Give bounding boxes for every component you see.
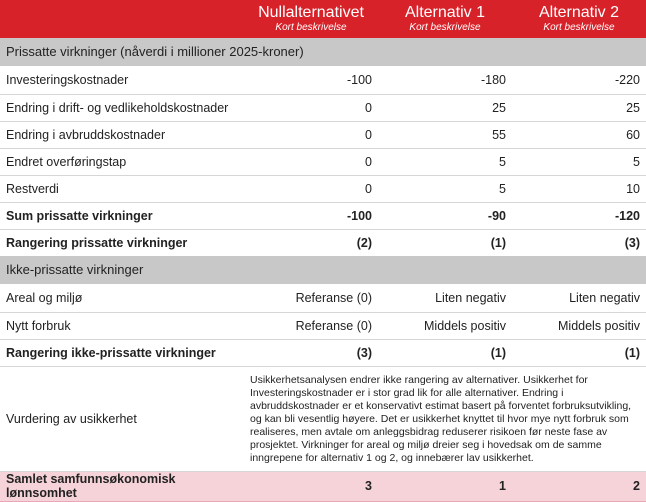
table-row	[0, 313, 646, 340]
alt-title: Alternativ 1	[404, 4, 486, 21]
table-row	[0, 95, 646, 122]
alt-subtitle: Kort beskrivelse	[543, 22, 615, 33]
table-row	[0, 284, 646, 313]
cell-value: 0	[244, 95, 378, 122]
cell-value: (3)	[244, 340, 378, 367]
table-row	[0, 176, 646, 203]
row-label: Endring i avbruddskostnader	[0, 122, 244, 149]
cell-value: 5	[378, 176, 512, 203]
sum-row	[0, 203, 646, 230]
cell-value: 3	[244, 472, 378, 502]
alt-title: Nullalternativet	[258, 4, 364, 21]
section-priced	[0, 38, 646, 66]
alt-title: Alternativ 2	[538, 4, 620, 21]
row-label: Areal og miljø	[0, 284, 244, 313]
header-alt-2	[512, 0, 646, 38]
alt-subtitle: Kort beskrivelse	[409, 22, 481, 33]
row-label: Rangering ikke-prissatte virkninger	[0, 340, 244, 367]
cell-value: -180	[378, 66, 512, 95]
cell-value: Liten negativ	[512, 284, 646, 313]
uncertainty-row	[0, 367, 646, 472]
cell-value: (3)	[624, 235, 640, 250]
ranking-row	[0, 230, 646, 257]
row-label: Investeringskostnader	[0, 66, 244, 95]
header-blank-cell	[0, 0, 244, 38]
row-label: Rangering prissatte virkninger	[6, 235, 188, 250]
table-row	[0, 149, 646, 176]
row-label: Nytt forbruk	[0, 313, 244, 340]
cell-value: -100	[244, 203, 378, 230]
row-label: Endring i drift- og vedlikeholdskostnader	[0, 95, 244, 122]
cell-value: 10	[512, 176, 646, 203]
cell-value: Middels positiv	[378, 313, 512, 340]
final-row	[0, 472, 646, 502]
section-unpriced	[0, 256, 646, 284]
ranking-row	[0, 340, 646, 367]
cell-value: -90	[378, 203, 512, 230]
row-label: Samlet samfunnsøkonomisk lønnsomhet	[0, 472, 244, 502]
cell-value: -220	[512, 66, 646, 95]
header-row	[0, 0, 646, 38]
cell-value: (1)	[378, 340, 512, 367]
cell-value: (2)	[356, 235, 372, 250]
cell-value: -120	[512, 203, 646, 230]
section-title: Prissatte virkninger (nåverdi i millioner 2025-kroner)	[0, 38, 646, 66]
uncertainty-text: Usikkerhetsanalysen endrer ikke rangering av alternativer. Usikkerhet for Investeringskostnader er i stor grad lik for alle alternativer. Endring i avbruddskostnader er et konservativt estimat basert på forventet forbruksutvikling, og kan bli vesentlig høyere. Det er usikkerhet knyttet til hvor mye nytt forbruk som realiseres, men avtale om anleggsbidrag reduserer risikoen før neste fase av prosjektet. Virkninger for areal og miljø dreier seg i hovedsak om de samme inngrepene for alternativ 1 og 2, og innebærer lav usikkerhet.	[244, 367, 646, 472]
row-label: Vurdering av usikkerhet	[0, 367, 244, 472]
cell-value: 25	[378, 95, 512, 122]
cell-value: Referanse (0)	[244, 284, 378, 313]
section-title: Ikke-prissatte virkninger	[0, 256, 646, 284]
cell-value: (1)	[512, 340, 646, 367]
cell-value: 0	[244, 176, 378, 203]
cell-value: 0	[244, 149, 378, 176]
cell-value: Middels positiv	[512, 313, 646, 340]
cell-value: Referanse (0)	[244, 313, 378, 340]
cell-value: 5	[512, 149, 646, 176]
header-alt-0	[244, 0, 378, 38]
table-row	[0, 122, 646, 149]
alt-subtitle: Kort beskrivelse	[275, 22, 347, 33]
cell-value: 5	[378, 149, 512, 176]
cell-value: 2	[512, 472, 646, 502]
table-row	[0, 66, 646, 95]
header-alt-1	[378, 0, 512, 38]
cell-value: 60	[512, 122, 646, 149]
cell-value: 55	[378, 122, 512, 149]
row-label: Sum prissatte virkninger	[0, 203, 244, 230]
row-label: Endret overføringstap	[0, 149, 244, 176]
cell-value: Liten negativ	[378, 284, 512, 313]
row-label: Restverdi	[0, 176, 244, 203]
cell-value: 1	[378, 472, 512, 502]
cell-value: 25	[512, 95, 646, 122]
cell-value: -100	[244, 66, 378, 95]
cell-value: (1)	[490, 235, 506, 250]
cell-value: 0	[244, 122, 378, 149]
